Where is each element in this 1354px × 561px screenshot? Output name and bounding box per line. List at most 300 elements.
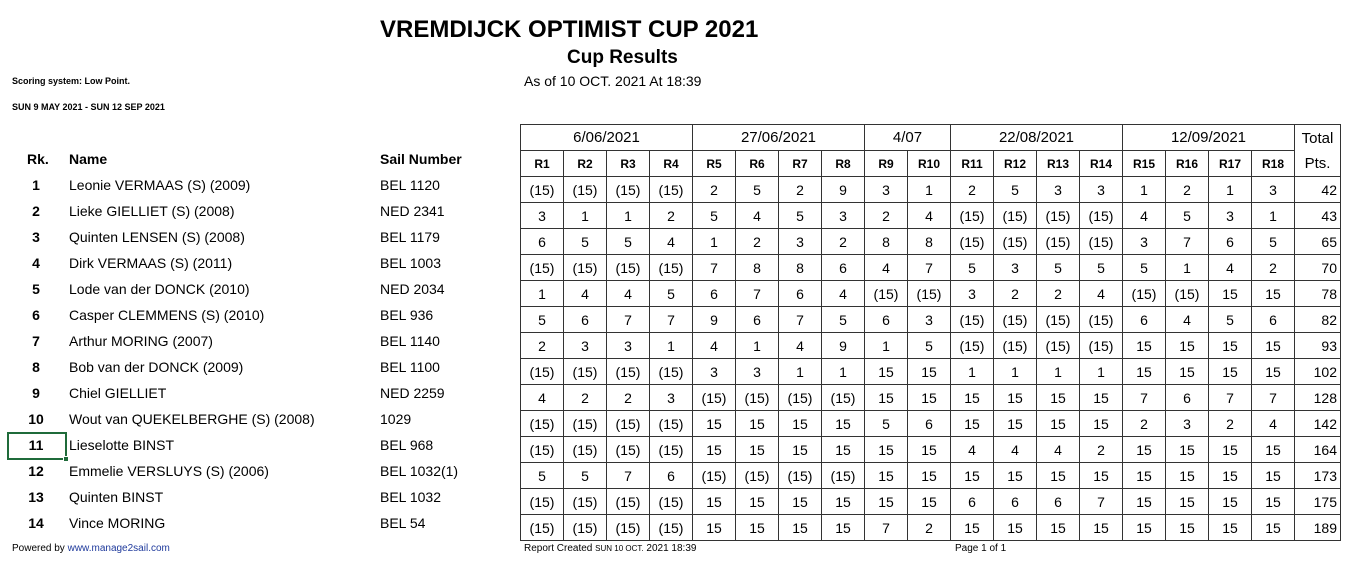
score-cell: 15 xyxy=(1166,359,1209,385)
score-cell: 6 xyxy=(951,489,994,515)
score-cell: 6 xyxy=(650,463,693,489)
race-header: R14 xyxy=(1080,151,1123,177)
report-created xyxy=(524,543,696,554)
score-cell: (15) xyxy=(607,489,650,515)
score-cell: (15) xyxy=(1166,281,1209,307)
powered-by xyxy=(12,543,170,554)
score-cell: (15) xyxy=(521,359,564,385)
table-row xyxy=(521,515,1341,541)
score-cell: 15 xyxy=(908,437,951,463)
rank-cell: 14 xyxy=(28,515,44,531)
score-cell: 3 xyxy=(822,203,865,229)
total-points-cell: 93 xyxy=(1295,333,1341,359)
race-number-row xyxy=(521,151,1341,177)
score-cell: 15 xyxy=(994,385,1037,411)
score-cell: 4 xyxy=(1209,255,1252,281)
total-points-cell: 189 xyxy=(1295,515,1341,541)
score-cell: 4 xyxy=(779,333,822,359)
score-cell: 15 xyxy=(1123,463,1166,489)
score-cell: (15) xyxy=(650,437,693,463)
competitor-row xyxy=(0,250,515,276)
table-row xyxy=(521,229,1341,255)
total-points-cell: 43 xyxy=(1295,203,1341,229)
score-cell: 7 xyxy=(865,515,908,541)
name-cell: Emmelie VERSLUYS (S) (2006) xyxy=(69,463,269,479)
score-cell: 1 xyxy=(564,203,607,229)
score-cell: 3 xyxy=(1209,203,1252,229)
score-cell: 3 xyxy=(865,177,908,203)
score-cell: (15) xyxy=(822,385,865,411)
score-cell: 2 xyxy=(521,333,564,359)
score-cell: 7 xyxy=(1209,385,1252,411)
score-cell: 15 xyxy=(1080,411,1123,437)
score-cell: 1 xyxy=(779,359,822,385)
score-cell: 3 xyxy=(1123,229,1166,255)
score-cell: 5 xyxy=(951,255,994,281)
score-cell: (15) xyxy=(607,411,650,437)
race-header: R16 xyxy=(1166,151,1209,177)
table-row xyxy=(521,385,1341,411)
score-cell: 15 xyxy=(1209,515,1252,541)
race-header: R5 xyxy=(693,151,736,177)
total-points-cell: 65 xyxy=(1295,229,1341,255)
score-cell: (15) xyxy=(994,203,1037,229)
total-points-header: Total Pts. xyxy=(1295,125,1341,177)
score-cell: 15 xyxy=(693,489,736,515)
rank-cell: 4 xyxy=(32,255,40,271)
score-cell: 1 xyxy=(1037,359,1080,385)
score-cell: 6 xyxy=(521,229,564,255)
score-cell: 4 xyxy=(1080,281,1123,307)
score-cell: 3 xyxy=(693,359,736,385)
race-header: R3 xyxy=(607,151,650,177)
score-cell: 15 xyxy=(779,437,822,463)
score-cell: (15) xyxy=(1037,203,1080,229)
score-cell: 15 xyxy=(994,515,1037,541)
rank-column-header: Rk. xyxy=(27,151,49,167)
score-cell: 15 xyxy=(1166,437,1209,463)
score-cell: 15 xyxy=(865,489,908,515)
score-cell: 15 xyxy=(1123,437,1166,463)
report-created-label: Report Created xyxy=(524,543,593,554)
score-cell: 1 xyxy=(607,203,650,229)
race-header: R13 xyxy=(1037,151,1080,177)
race-header: R1 xyxy=(521,151,564,177)
score-cell: (15) xyxy=(564,177,607,203)
score-cell: (15) xyxy=(650,489,693,515)
table-row xyxy=(521,255,1341,281)
score-cell: 3 xyxy=(994,255,1037,281)
score-cell: 1 xyxy=(693,229,736,255)
table-row xyxy=(521,359,1341,385)
score-cell: 15 xyxy=(1166,515,1209,541)
score-cell: 15 xyxy=(736,437,779,463)
score-cell: 7 xyxy=(693,255,736,281)
score-cell: 15 xyxy=(1123,359,1166,385)
results-table xyxy=(520,124,1341,541)
score-cell: 3 xyxy=(779,229,822,255)
score-cell: (15) xyxy=(650,411,693,437)
name-cell: Lieke GIELLIET (S) (2008) xyxy=(69,203,235,219)
score-cell: 1 xyxy=(865,333,908,359)
score-cell: 15 xyxy=(822,489,865,515)
score-cell: 2 xyxy=(865,203,908,229)
score-cell: 15 xyxy=(951,411,994,437)
score-cell: (15) xyxy=(1080,333,1123,359)
score-cell: 1 xyxy=(994,359,1037,385)
score-cell: 15 xyxy=(822,437,865,463)
score-cell: 2 xyxy=(908,515,951,541)
total-points-cell: 82 xyxy=(1295,307,1341,333)
score-cell: 4 xyxy=(822,281,865,307)
score-cell: 5 xyxy=(1252,229,1295,255)
score-cell: 1 xyxy=(951,359,994,385)
rank-cell: 3 xyxy=(32,229,40,245)
score-cell: 5 xyxy=(564,463,607,489)
score-cell: (15) xyxy=(607,437,650,463)
score-cell: 3 xyxy=(736,359,779,385)
score-cell: 6 xyxy=(736,307,779,333)
score-cell: 15 xyxy=(908,463,951,489)
score-cell: (15) xyxy=(1080,307,1123,333)
score-cell: 7 xyxy=(1166,229,1209,255)
score-cell: (15) xyxy=(779,385,822,411)
score-cell: 15 xyxy=(736,489,779,515)
score-cell: (15) xyxy=(1037,307,1080,333)
score-cell: (15) xyxy=(564,489,607,515)
name-cell: Quinten LENSEN (S) (2008) xyxy=(69,229,245,245)
score-cell: 15 xyxy=(736,515,779,541)
score-cell: (15) xyxy=(521,255,564,281)
total-points-cell: 128 xyxy=(1295,385,1341,411)
score-cell: (15) xyxy=(650,359,693,385)
score-cell: (15) xyxy=(951,333,994,359)
score-cell: 15 xyxy=(779,489,822,515)
race-header: R6 xyxy=(736,151,779,177)
score-cell: 15 xyxy=(822,411,865,437)
score-cell: 8 xyxy=(779,255,822,281)
table-row xyxy=(521,489,1341,515)
score-cell: 1 xyxy=(650,333,693,359)
score-cell: (15) xyxy=(521,489,564,515)
score-cell: 3 xyxy=(908,307,951,333)
score-cell: 1 xyxy=(1123,177,1166,203)
score-cell: (15) xyxy=(521,411,564,437)
manage2sail-link[interactable]: www.manage2sail.com xyxy=(67,543,170,554)
table-row xyxy=(521,463,1341,489)
score-cell: 3 xyxy=(521,203,564,229)
score-cell: 2 xyxy=(1209,411,1252,437)
sail-number-cell: BEL 936 xyxy=(380,307,434,323)
score-cell: (15) xyxy=(650,177,693,203)
race-header: R10 xyxy=(908,151,951,177)
sail-number-cell: BEL 1179 xyxy=(380,229,440,245)
score-cell: 1 xyxy=(822,359,865,385)
score-cell: 4 xyxy=(1037,437,1080,463)
score-cell: (15) xyxy=(564,437,607,463)
rank-cell: 2 xyxy=(32,203,40,219)
score-cell: (15) xyxy=(994,229,1037,255)
score-cell: 1 xyxy=(1252,203,1295,229)
score-cell: 15 xyxy=(779,515,822,541)
score-cell: 2 xyxy=(1252,255,1295,281)
score-cell: 1 xyxy=(1080,359,1123,385)
score-cell: 1 xyxy=(1209,177,1252,203)
score-cell: (15) xyxy=(693,463,736,489)
score-cell: 7 xyxy=(908,255,951,281)
score-cell: (15) xyxy=(1080,229,1123,255)
score-cell: 5 xyxy=(779,203,822,229)
competitor-row xyxy=(0,328,515,354)
score-cell: 2 xyxy=(994,281,1037,307)
score-cell: 4 xyxy=(994,437,1037,463)
score-cell: 15 xyxy=(693,515,736,541)
race-header: R11 xyxy=(951,151,994,177)
name-cell: Quinten BINST xyxy=(69,489,164,505)
score-cell: 4 xyxy=(693,333,736,359)
race-date-header: 12/09/2021 xyxy=(1123,125,1295,151)
race-date-header: 4/07 xyxy=(865,125,951,151)
score-cell: 15 xyxy=(693,437,736,463)
score-cell: 9 xyxy=(693,307,736,333)
score-cell: 5 xyxy=(865,411,908,437)
page-number: Page 1 of 1 xyxy=(955,543,1007,554)
score-cell: 15 xyxy=(736,411,779,437)
score-cell: 7 xyxy=(779,307,822,333)
competitor-row xyxy=(0,484,515,510)
score-cell: 3 xyxy=(564,333,607,359)
total-points-cell: 175 xyxy=(1295,489,1341,515)
score-cell: 7 xyxy=(607,307,650,333)
score-cell: 6 xyxy=(1037,489,1080,515)
rank-cell: 10 xyxy=(28,411,44,427)
score-cell: 2 xyxy=(736,229,779,255)
total-points-cell: 142 xyxy=(1295,411,1341,437)
score-cell: 2 xyxy=(650,203,693,229)
score-cell: (15) xyxy=(1123,281,1166,307)
score-cell: 15 xyxy=(1037,515,1080,541)
score-cell: 2 xyxy=(693,177,736,203)
table-row xyxy=(521,281,1341,307)
score-cell: 5 xyxy=(1037,255,1080,281)
score-cell: 15 xyxy=(1252,359,1295,385)
score-cell: 15 xyxy=(865,463,908,489)
score-cell: 4 xyxy=(1252,411,1295,437)
score-cell: (15) xyxy=(1037,229,1080,255)
score-cell: 1 xyxy=(908,177,951,203)
score-cell: 2 xyxy=(1080,437,1123,463)
score-cell: 4 xyxy=(908,203,951,229)
score-cell: 6 xyxy=(865,307,908,333)
score-cell: 9 xyxy=(822,177,865,203)
name-cell: Casper CLEMMENS (S) (2010) xyxy=(69,307,265,323)
score-cell: 5 xyxy=(1123,255,1166,281)
score-cell: 15 xyxy=(822,515,865,541)
name-cell: Wout van QUEKELBERGHE (S) (2008) xyxy=(69,411,315,427)
score-cell: 3 xyxy=(951,281,994,307)
sail-number-cell: 1029 xyxy=(380,411,412,427)
score-cell: 15 xyxy=(1252,515,1295,541)
score-cell: 15 xyxy=(1252,281,1295,307)
score-cell: (15) xyxy=(822,463,865,489)
competitor-row xyxy=(0,198,515,224)
score-cell: 3 xyxy=(1166,411,1209,437)
competitor-row xyxy=(0,276,515,302)
competitor-row xyxy=(0,458,515,484)
score-cell: 1 xyxy=(736,333,779,359)
rank-cell: 5 xyxy=(32,281,40,297)
table-row xyxy=(521,411,1341,437)
sail-number-cell: NED 2259 xyxy=(380,385,445,401)
sail-number-cell: BEL 1032 xyxy=(380,489,441,505)
score-cell: 5 xyxy=(521,307,564,333)
score-cell: 5 xyxy=(994,177,1037,203)
page-title: VREMDIJCK OPTIMIST CUP 2021 xyxy=(380,16,759,43)
table-row xyxy=(521,203,1341,229)
sail-number-cell: BEL 1120 xyxy=(380,177,440,193)
score-cell: (15) xyxy=(521,515,564,541)
rank-cell: 7 xyxy=(32,333,40,349)
competitor-row xyxy=(0,172,515,198)
score-cell: (15) xyxy=(607,515,650,541)
competitor-row xyxy=(0,432,515,458)
race-header: R7 xyxy=(779,151,822,177)
score-cell: 2 xyxy=(607,385,650,411)
as-of-timestamp: As of 10 OCT. 2021 At 18:39 xyxy=(524,73,702,89)
report-created-time: 2021 18:39 xyxy=(646,543,697,554)
score-cell: 4 xyxy=(564,281,607,307)
score-cell: 15 xyxy=(1080,515,1123,541)
score-cell: (15) xyxy=(564,359,607,385)
score-cell: 5 xyxy=(736,177,779,203)
name-cell: Vince MORING xyxy=(69,515,166,531)
score-cell: 15 xyxy=(1252,489,1295,515)
score-cell: (15) xyxy=(994,307,1037,333)
score-cell: (15) xyxy=(1037,333,1080,359)
score-cell: 15 xyxy=(908,489,951,515)
score-cell: 15 xyxy=(1080,385,1123,411)
competitor-row xyxy=(0,302,515,328)
scoring-system: Scoring system: Low Point. xyxy=(12,76,131,86)
score-cell: 4 xyxy=(607,281,650,307)
score-cell: (15) xyxy=(564,515,607,541)
score-cell: (15) xyxy=(650,515,693,541)
competitor-row xyxy=(0,406,515,432)
score-cell: 15 xyxy=(1037,411,1080,437)
race-header: R18 xyxy=(1252,151,1295,177)
score-cell: 15 xyxy=(1209,281,1252,307)
rank-cell: 12 xyxy=(28,463,44,479)
score-cell: 15 xyxy=(1123,515,1166,541)
score-cell: 5 xyxy=(1166,203,1209,229)
table-row xyxy=(521,437,1341,463)
score-cell: 2 xyxy=(564,385,607,411)
table-row xyxy=(521,177,1341,203)
race-date-header: 27/06/2021 xyxy=(693,125,865,151)
score-cell: 15 xyxy=(1166,489,1209,515)
rank-cell: 1 xyxy=(32,177,40,193)
event-dates: SUN 9 MAY 2021 - SUN 12 SEP 2021 xyxy=(12,102,165,112)
score-cell: 15 xyxy=(1209,489,1252,515)
score-cell: 1 xyxy=(1166,255,1209,281)
score-cell: 15 xyxy=(1123,333,1166,359)
name-column-header: Name xyxy=(69,151,108,167)
score-cell: (15) xyxy=(693,385,736,411)
score-cell: 6 xyxy=(994,489,1037,515)
score-cell: 15 xyxy=(951,515,994,541)
score-cell: 5 xyxy=(607,229,650,255)
score-cell: 4 xyxy=(865,255,908,281)
competitor-row xyxy=(0,224,515,250)
score-cell: (15) xyxy=(607,177,650,203)
score-cell: 15 xyxy=(951,463,994,489)
score-cell: 15 xyxy=(865,359,908,385)
score-cell: 6 xyxy=(1209,229,1252,255)
name-cell: Arthur MORING (2007) xyxy=(69,333,213,349)
score-cell: 7 xyxy=(1123,385,1166,411)
sail-number-cell: BEL 1003 xyxy=(380,255,441,271)
score-cell: 15 xyxy=(1252,437,1295,463)
sail-number-column-header: Sail Number xyxy=(380,151,462,167)
score-cell: 15 xyxy=(1209,359,1252,385)
score-cell: 7 xyxy=(607,463,650,489)
score-cell: 8 xyxy=(865,229,908,255)
score-cell: 6 xyxy=(1252,307,1295,333)
score-cell: 7 xyxy=(650,307,693,333)
race-date-header: 22/08/2021 xyxy=(951,125,1123,151)
sail-number-cell: BEL 1032(1) xyxy=(380,463,459,479)
score-cell: 5 xyxy=(693,203,736,229)
score-cell: 5 xyxy=(564,229,607,255)
score-cell: 15 xyxy=(951,385,994,411)
score-cell: 15 xyxy=(1080,463,1123,489)
score-cell: 5 xyxy=(908,333,951,359)
score-cell: 4 xyxy=(1166,307,1209,333)
score-cell: (15) xyxy=(564,255,607,281)
name-cell: Dirk VERMAAS (S) (2011) xyxy=(69,255,233,271)
total-points-cell: 78 xyxy=(1295,281,1341,307)
score-cell: 15 xyxy=(1037,385,1080,411)
score-cell: 2 xyxy=(1037,281,1080,307)
name-cell: Bob van der DONCK (2009) xyxy=(69,359,244,375)
score-cell: 7 xyxy=(1252,385,1295,411)
score-cell: (15) xyxy=(951,307,994,333)
score-cell: 1 xyxy=(521,281,564,307)
score-cell: 2 xyxy=(1166,177,1209,203)
rank-cell: 9 xyxy=(32,385,40,401)
race-date-row xyxy=(521,125,1341,151)
competitor-row xyxy=(0,354,515,380)
name-cell: Chiel GIELLIET xyxy=(69,385,167,401)
score-cell: (15) xyxy=(607,359,650,385)
score-cell: 7 xyxy=(736,281,779,307)
score-cell: (15) xyxy=(865,281,908,307)
score-cell: 2 xyxy=(951,177,994,203)
total-points-cell: 102 xyxy=(1295,359,1341,385)
score-cell: 15 xyxy=(994,463,1037,489)
score-cell: 6 xyxy=(693,281,736,307)
score-cell: 15 xyxy=(779,411,822,437)
sail-number-cell: BEL 1100 xyxy=(380,359,440,375)
score-cell: (15) xyxy=(994,333,1037,359)
rank-cell: 13 xyxy=(28,489,44,505)
name-cell: Leonie VERMAAS (S) (2009) xyxy=(69,177,251,193)
sail-number-cell: BEL 1140 xyxy=(380,333,440,349)
score-cell: (15) xyxy=(951,203,994,229)
sail-number-cell: BEL 54 xyxy=(380,515,426,531)
race-header: R17 xyxy=(1209,151,1252,177)
score-cell: 15 xyxy=(1209,437,1252,463)
